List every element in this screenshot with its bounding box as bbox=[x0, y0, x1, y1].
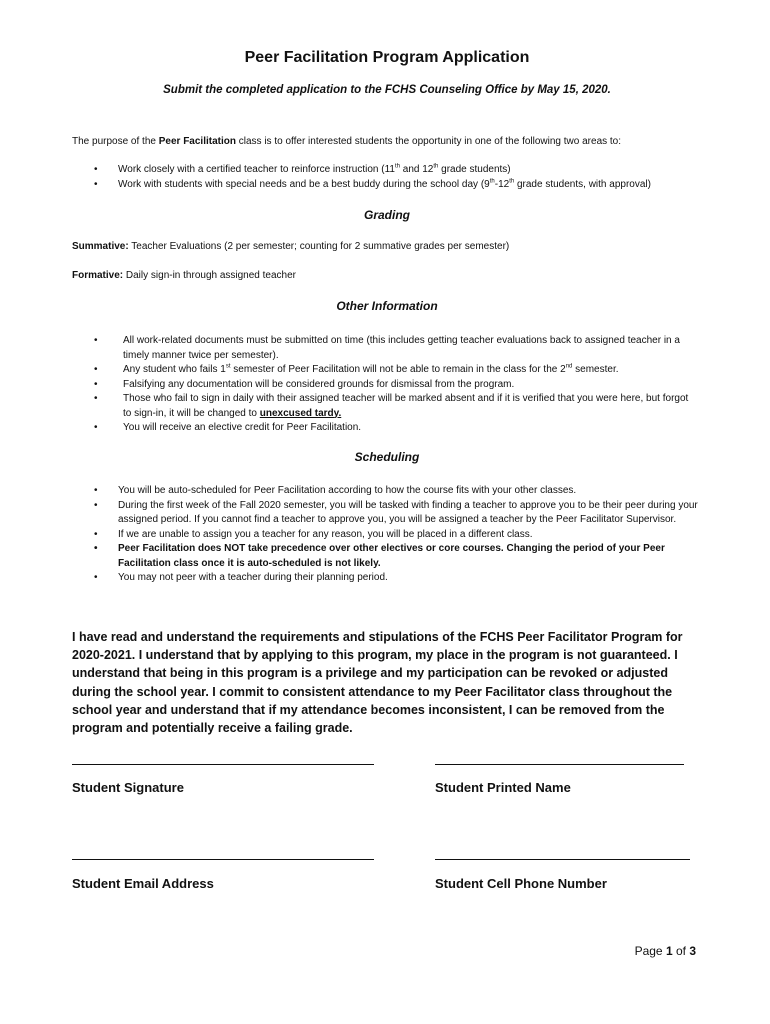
purpose-paragraph: The purpose of the Peer Facilitation class is to offer interested students the opportunity in one of the following two areas to: bbox=[72, 136, 622, 147]
other-info-heading: Other Information bbox=[336, 299, 438, 313]
list-item: • You will be auto-scheduled for Peer Facilitation according to how the course fits with your other classes. bbox=[72, 484, 702, 499]
printed-name-label: Student Printed Name bbox=[435, 780, 571, 795]
page-number: Page 1 of 3 bbox=[634, 944, 696, 958]
email-line[interactable] bbox=[72, 859, 374, 860]
page-title: Peer Facilitation Program Application bbox=[244, 49, 530, 66]
list-item: • Work with students with special needs and be a best buddy during the school day (9th-12th grade students, with approval) bbox=[72, 178, 651, 193]
formative-line: Formative: Daily sign-in through assigned teacher bbox=[72, 270, 297, 281]
other-info-list bbox=[72, 334, 692, 436]
scheduling-list bbox=[72, 484, 702, 586]
email-label: Student Email Address bbox=[72, 876, 214, 891]
grading-heading: Grading bbox=[363, 208, 410, 222]
signature-line[interactable] bbox=[72, 764, 374, 765]
submission-instruction: Submit the completed application to the FCHS Counseling Office by May 15, 2020. bbox=[163, 84, 611, 96]
list-item: • Those who fail to sign in daily with their assigned teacher will be marked absent and if it is verified that you were here, but forgot to sign-in, it will be changed to unexcused tardy. bbox=[72, 392, 692, 421]
printed-name-line[interactable] bbox=[435, 764, 684, 765]
phone-line[interactable] bbox=[435, 859, 690, 860]
summative-line: Summative: Teacher Evaluations (2 per semester; counting for 2 summative grades per semester) bbox=[72, 241, 510, 252]
list-item: • Work closely with a certified teacher to reinforce instruction (11th and 12th grade students) bbox=[72, 163, 651, 178]
phone-label: Student Cell Phone Number bbox=[435, 876, 607, 891]
list-item: • Peer Facilitation does NOT take precedence over other electives or core courses. Changing the period of your Peer Facilitation class once it is auto-scheduled is not likely. bbox=[72, 542, 702, 571]
list-item: • You will receive an elective credit for Peer Facilitation. bbox=[72, 421, 692, 436]
signature-label: Student Signature bbox=[72, 780, 184, 795]
list-item: • Any student who fails 1st semester of Peer Facilitation will not be able to remain in the class for the 2nd semester. bbox=[72, 363, 692, 378]
list-item: • Falsifying any documentation will be considered grounds for dismissal from the program. bbox=[72, 378, 692, 393]
list-item: • During the first week of the Fall 2020 semester, you will be tasked with finding a teacher to approve you to be their peer during your assigned period. If you cannot find a teacher to approve you, you will be assigned a teacher by the Peer Facilitator Supervisor. bbox=[72, 499, 702, 528]
list-item: • If we are unable to assign you a teacher for any reason, you will be placed in a different class. bbox=[72, 528, 702, 543]
list-item: • All work-related documents must be submitted on time (this includes getting teacher evaluations back to assigned teacher in a timely manner twice per semester). bbox=[72, 334, 692, 363]
agreement-statement: I have read and understand the requirements and stipulations of the FCHS Peer Facilitator Program for 2020-2021. I understand that by applying to this program, my place in the program is not guaranteed. I understand that being in this program is a privilege and my participation can be revoked or adjusted during the school year. I commit to consistent attendance to my Peer Facilitator class throughout the school year and understand that if my attendance becomes inconsistent, I can be removed from the program and potentially receive a failing grade. bbox=[72, 630, 683, 736]
areas-list bbox=[72, 163, 651, 192]
scheduling-heading: Scheduling bbox=[354, 450, 420, 464]
list-item: • You may not peer with a teacher during their planning period. bbox=[72, 571, 702, 586]
